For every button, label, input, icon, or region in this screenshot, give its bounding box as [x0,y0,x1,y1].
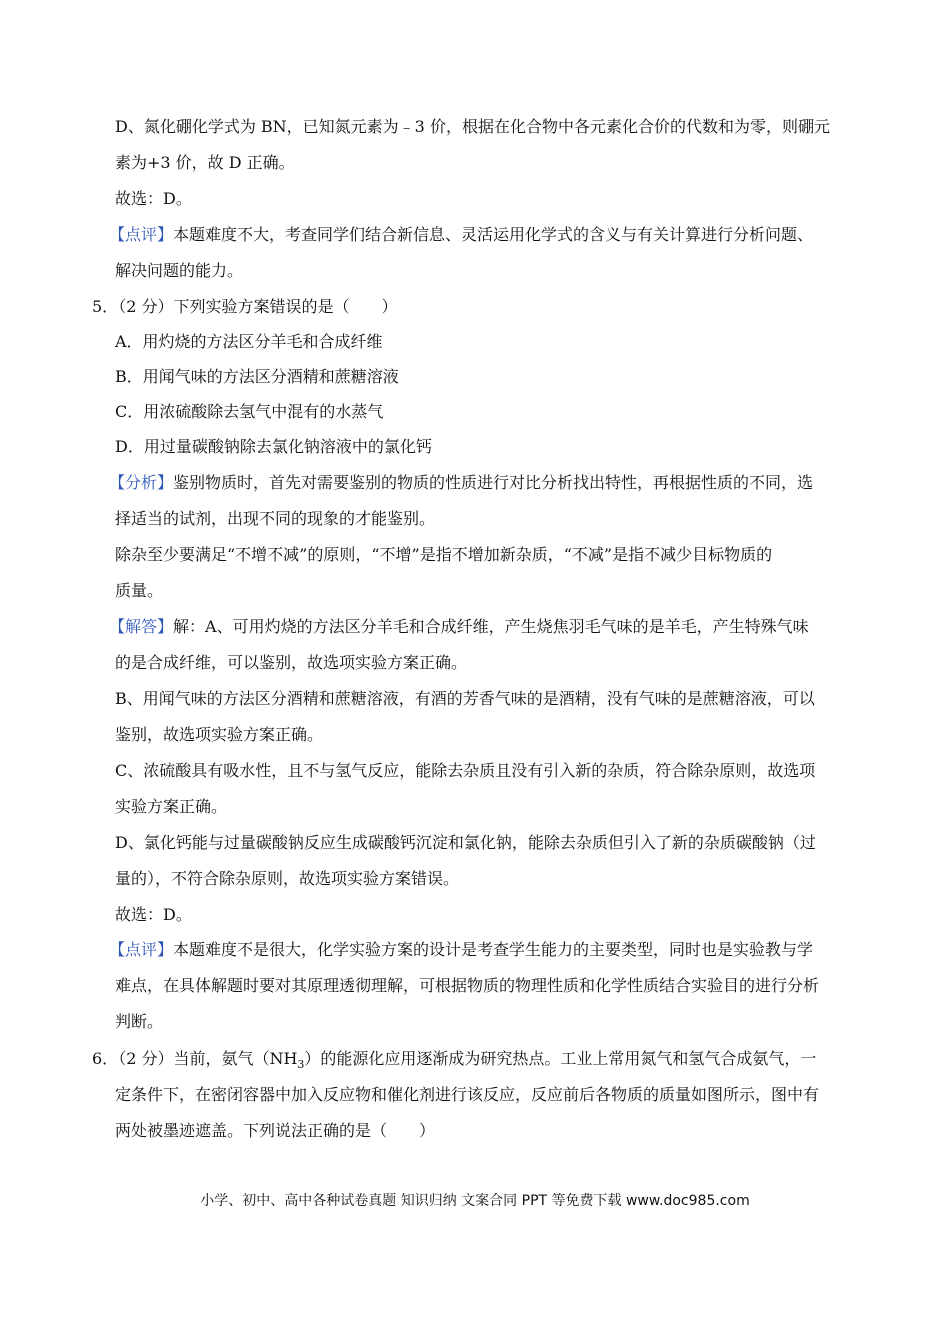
q4-option-d-explain-line2: 素为+3 价，故 D 正确。 [115,153,295,172]
q5-answer-c-line1: C、浓硫酸具有吸水性，且不与氢气反应，能除去杂质且没有引入新的杂质，符合除杂原则，故选项 [115,761,816,780]
q5-comment-line1 [109,940,813,960]
subscript: 3 [297,1058,305,1072]
answer-text: 解：A、可用灼烧的方法区分羊毛和合成纤维，产生烧焦羽毛气味的是羊毛，产生特殊气味 [173,617,809,636]
q5-answer-b-line2: 鉴别，故选项实验方案正确。 [115,725,324,744]
q5-choice: 故选：D。 [115,905,192,924]
question-stem: （2 分）下列实验方案错误的是（ ） [118,297,398,316]
page-footer: 小学、初中、高中各种试卷真题 知识归纳 文案合同 PPT 等免费下载 www.doc985.com [200,1193,750,1209]
analysis-tag: 【分析】 [109,473,174,492]
q5-stem [92,297,397,317]
comment-tag: 【点评】 [109,225,174,244]
q5-answer-d-line2: 量的），不符合除杂原则，故选项实验方案错误。 [115,869,460,888]
q5-answer-b-line1: B、用闻气味的方法区分酒精和蔗糖溶液，有酒的芳香气味的是酒精，没有气味的是蔗糖溶液，可以 [115,689,815,708]
comment-text: 本题难度不大，考查同学们结合新信息、灵活运用化学式的含义与有关计算进行分析问题、 [173,225,814,244]
answer-tag: 【解答】 [109,617,174,636]
q4-choice: 故选：D。 [115,189,192,208]
stem-post: ）的能源化应用逐渐成为研究热点。工业上常用氮气和氢气合成氨气，一 [304,1049,817,1068]
q5-answer-c-line2: 实验方案正确。 [115,797,228,816]
q5-analysis-line4: 质量。 [115,581,164,600]
q5-option-a: A．用灼烧的方法区分羊毛和合成纤维 [115,332,383,351]
q5-analysis-line1 [109,473,813,493]
q5-analysis-line2: 择适当的试剂，出现不同的现象的才能鉴别。 [115,509,436,528]
q6-stem-line2: 定条件下，在密闭容器中加入反应物和催化剂进行该反应，反应前后各物质的质量如图所示，图中有 [115,1085,820,1104]
q5-comment-line3: 判断。 [115,1012,164,1031]
q5-option-b: B．用闻气味的方法区分酒精和蔗糖溶液 [115,367,399,386]
q6-stem-line1 [92,1049,817,1072]
q4-comment-line1 [109,225,813,245]
comment-text: 本题难度不是很大，化学实验方案的设计是考查学生能力的主要类型，同时也是实验教与学 [173,940,814,959]
q6-stem-line3: 两处被墨迹遮盖。下列说法正确的是（ ） [115,1121,436,1140]
q4-option-d-explain-line1: D、氮化硼化学式为 BN，已知氮元素为﹣3 价，根据在化合物中各元素化合价的代数和为零，则硼元 [115,117,830,136]
q5-answer-a-line2: 的是合成纤维，可以鉴别，故选项实验方案正确。 [115,653,468,672]
comment-tag: 【点评】 [109,940,174,959]
analysis-text: 鉴别物质时，首先对需要鉴别的物质的性质进行对比分析找出特性，再根据性质的不同，选 [173,473,814,492]
q5-option-c: C．用浓硫酸除去氢气中混有的水蒸气 [115,402,384,421]
stem-pre: （2 分）当前，氨气（NH [118,1049,298,1068]
q5-option-d: D．用过量碳酸钠除去氯化钠溶液中的氯化钙 [115,437,432,456]
q5-analysis-line3: 除杂至少要满足“不增不减”的原则，“不增”是指不增加新杂质，“不减”是指不减少目标物质的 [115,545,773,564]
q4-comment-line2: 解决问题的能力。 [115,261,244,280]
question-number: 5． [92,297,119,316]
q5-comment-line2: 难点，在具体解题时要对其原理透彻理解，可根据物质的物理性质和化学性质结合实验目的进行分析 [115,976,820,995]
q5-answer-d-line1: D、氯化钙能与过量碳酸钠反应生成碳酸钙沉淀和氯化钠，能除去杂质但引入了新的杂质碳酸钠（过 [115,833,816,852]
q5-answer-a-line1 [109,617,809,637]
question-number: 6． [92,1049,119,1068]
